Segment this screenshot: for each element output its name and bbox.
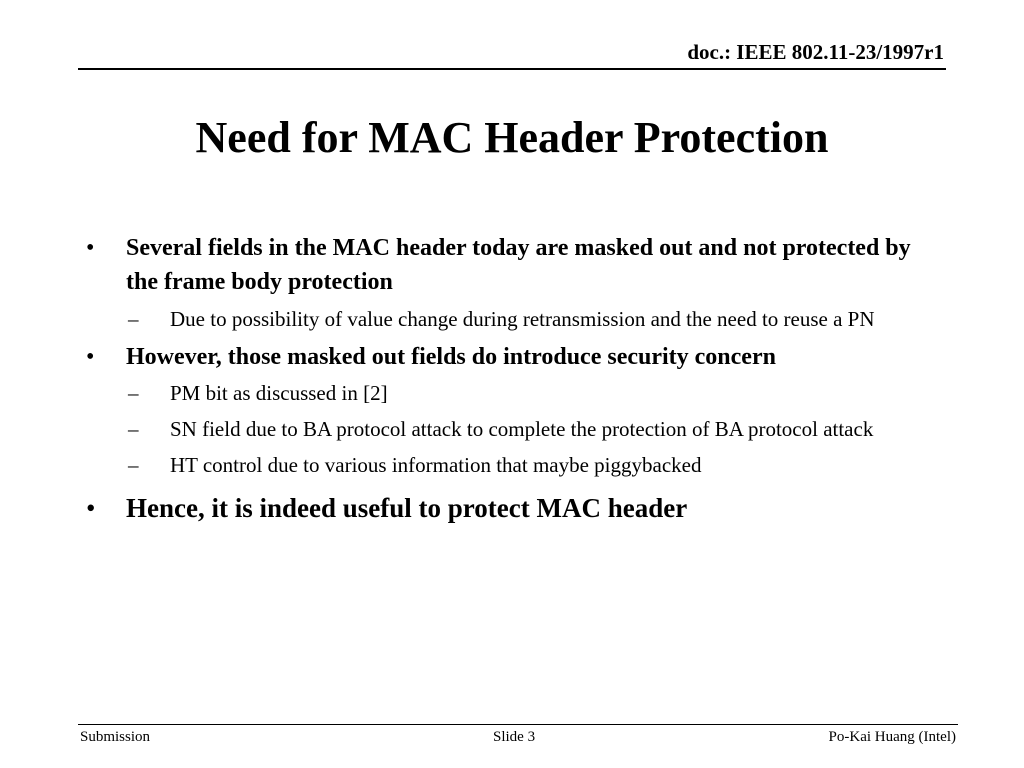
sub-bullet-text: PM bit as discussed in [2] <box>170 381 388 405</box>
footer-slide-number: Slide 3 <box>493 729 536 745</box>
bullet-item <box>84 231 944 299</box>
sub-bullet-marker: – <box>128 453 139 477</box>
document-id: doc.: IEEE 802.11-23/1997r1 <box>687 40 944 64</box>
sub-bullet-item <box>84 378 944 408</box>
slide-title: Need for MAC Header Protection <box>195 113 829 162</box>
bullet-text: Several fields in the MAC header today are masked out and not protected by the frame body protection <box>126 235 911 295</box>
bullet-text: Hence, it is indeed useful to protect MAC header <box>126 493 688 523</box>
sub-bullet-text: HT control due to various information that maybe piggybacked <box>170 453 702 477</box>
slide-body <box>84 231 944 527</box>
footer-author: Po-Kai Huang (Intel) <box>828 729 956 745</box>
sub-bullet-item <box>84 414 944 444</box>
footer-submission: Submission <box>80 729 151 745</box>
sub-bullet-marker: – <box>128 381 139 405</box>
bullet-marker: • <box>86 493 96 523</box>
sub-bullet-text: Due to possibility of value change during retransmission and the need to reuse a PN <box>170 307 875 331</box>
bullet-marker: • <box>86 235 95 261</box>
bullet-item <box>84 340 944 374</box>
sub-bullet-text: SN field due to BA protocol attack to complete the protection of BA protocol attack <box>170 417 874 441</box>
sub-bullet-item <box>84 304 944 334</box>
sub-bullet-marker: – <box>128 307 139 331</box>
header-divider <box>78 68 946 70</box>
bullet-item <box>84 489 944 527</box>
bullet-marker: • <box>86 344 95 370</box>
bullet-text: However, those masked out fields do introduce security concern <box>126 344 776 370</box>
footer-divider <box>78 724 958 725</box>
sub-bullet-marker: – <box>128 417 139 441</box>
sub-bullet-item <box>84 450 944 480</box>
